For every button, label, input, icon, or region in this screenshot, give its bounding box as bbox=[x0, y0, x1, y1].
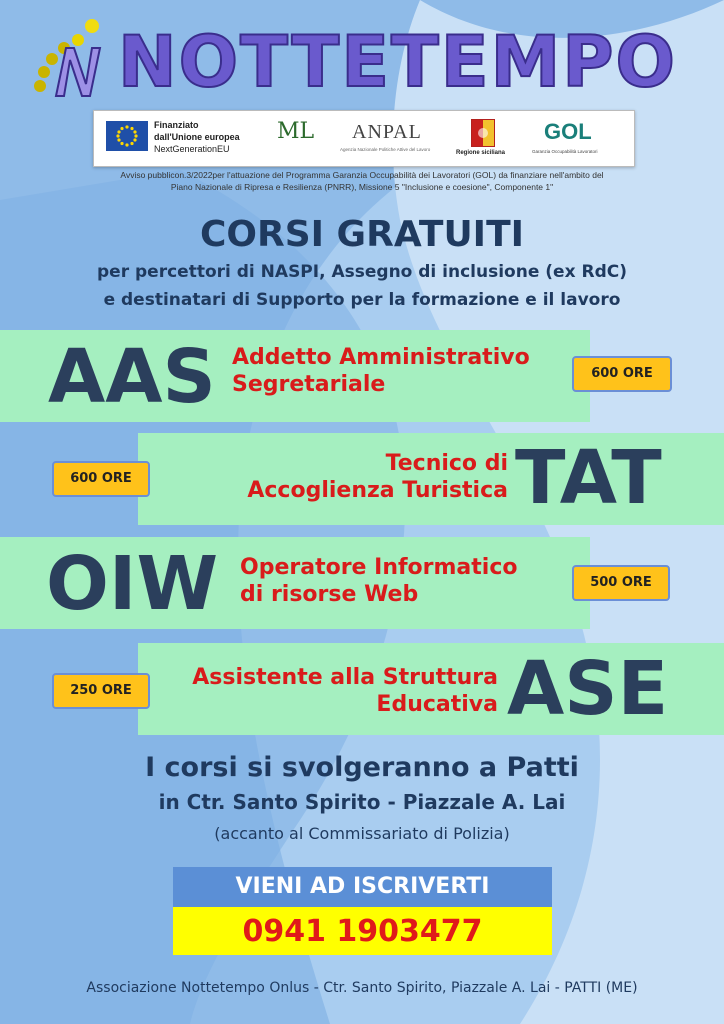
course-code-oiw: OIW bbox=[46, 541, 219, 627]
course-code-tat: TAT bbox=[515, 435, 662, 521]
page-title: CORSI GRATUITI bbox=[199, 214, 525, 255]
course-hours-oiw: 500 ORE bbox=[572, 565, 670, 601]
funding-notice: Avviso pubblicon.3/2022per l'attuazione del Programma Garanzia Occupabilità dei Lavoratori (GOL) da finanziare nell'ambito del Piano Nazionale di Ripresa e Resilienza (PNRR), Missione 5 "Inclusione e coesione", Componente 1" bbox=[120, 170, 604, 192]
location-line-2: in Ctr. Santo Spirito - Piazzale A. Lai bbox=[158, 790, 566, 814]
gol-subtitle: Garanzia Occupabilità Lavoratori bbox=[532, 149, 598, 154]
eu-funding-text: Finanziato dall'Unione europea NextGenerationEU bbox=[154, 120, 240, 154]
location-line-1: I corsi si svolgeranno a Patti bbox=[145, 752, 579, 783]
phone-number[interactable]: 0941 1903477 bbox=[173, 907, 552, 955]
eu-flag-icon bbox=[106, 121, 148, 151]
footer-address: Associazione Nottetempo Onlus - Ctr. Santo Spirito, Piazzale A. Lai - PATTI (ME) bbox=[86, 980, 638, 996]
location-line-3: (accanto al Commissariato di Polizia) bbox=[214, 824, 510, 843]
course-code-aas: AAS bbox=[48, 334, 216, 420]
course-name-tat: Tecnico di Accoglienza Turistica bbox=[247, 451, 508, 503]
sicily-crest-icon bbox=[471, 119, 495, 147]
anpal-subtitle: Agenzia Nazionale Politiche Attive del Lavoro bbox=[340, 147, 431, 152]
ministry-logo-icon: ML bbox=[277, 119, 315, 144]
signup-banner: VIENI AD ISCRIVERTI bbox=[173, 867, 552, 907]
course-hours-ase: 250 ORE bbox=[52, 673, 150, 709]
course-name-oiw: Operatore Informatico di risorse Web bbox=[240, 555, 518, 607]
subtitle-line-1: per percettori di NASPI, Assegno di inclusione (ex RdC) bbox=[97, 262, 627, 282]
region-label: Regione siciliana bbox=[456, 150, 506, 156]
course-name-ase: Assistente alla Struttura Educativa bbox=[192, 665, 498, 717]
course-code-ase: ASE bbox=[507, 646, 669, 732]
course-hours-aas: 600 ORE bbox=[572, 356, 672, 392]
subtitle-line-2: e destinatari di Supporto per la formazione e il lavoro bbox=[103, 290, 621, 310]
course-name-aas: Addetto Amministrativo Segretariale bbox=[232, 345, 530, 397]
brand-title: NOTTETEMPO bbox=[118, 21, 678, 103]
course-hours-tat: 600 ORE bbox=[52, 461, 150, 497]
anpal-logo: ANPAL bbox=[352, 121, 422, 143]
gol-logo: GOL bbox=[544, 119, 592, 144]
nottetempo-logo-icon bbox=[30, 18, 120, 98]
funding-logos-strip bbox=[93, 110, 635, 167]
